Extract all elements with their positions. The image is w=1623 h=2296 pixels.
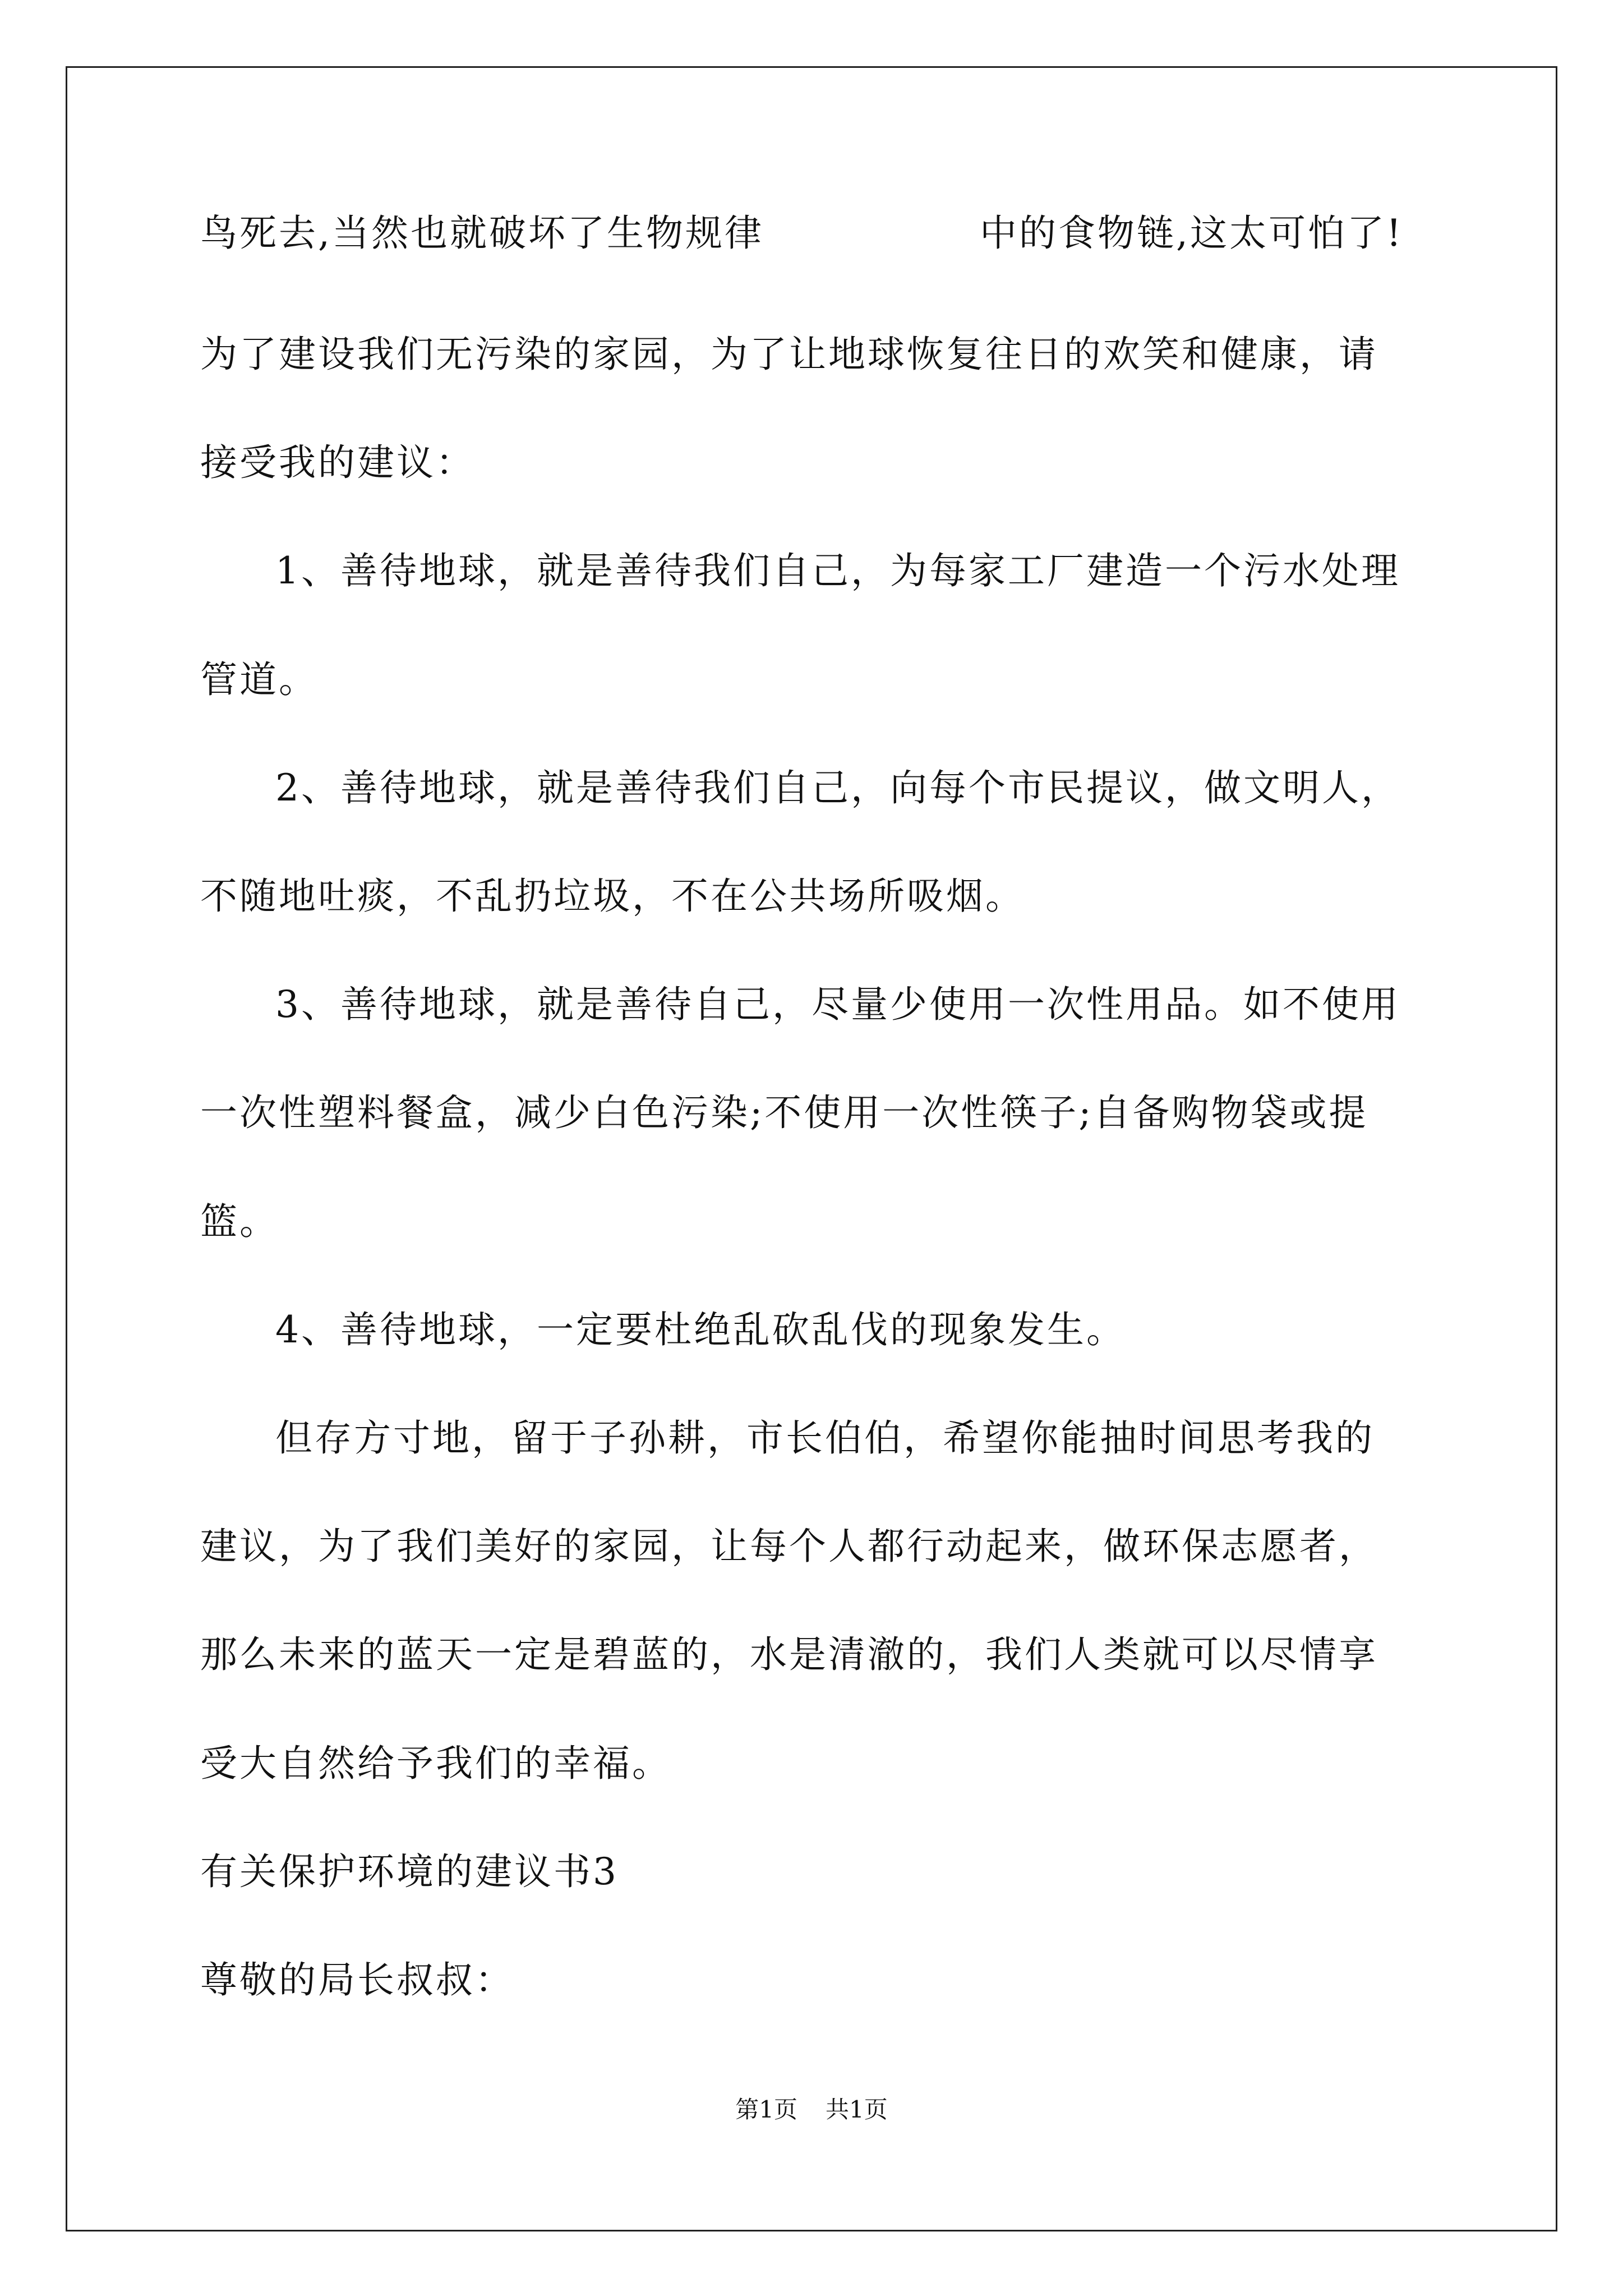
text-line-10: 篮。	[200, 1200, 279, 1243]
text-line-5: 管道。	[200, 658, 318, 701]
text-line-14: 那么未来的蓝天一定是碧蓝的，水是清澈的，我们人类就可以尽情享	[200, 1633, 1378, 1676]
text-line-15: 受大自然给予我们的幸福。	[200, 1742, 671, 1785]
page-footer	[0, 2096, 1623, 2124]
text-line-7: 不随地吐痰，不乱扔垃圾，不在公共场所吸烟。	[200, 875, 1025, 918]
text-line-12: 但存方寸地，留于子孙耕，市长伯伯，希望你能抽时间思考我的	[275, 1416, 1375, 1460]
section-heading: 有关保护环境的建议书3	[200, 1850, 619, 1893]
text-line-2: 为了建设我们无污染的家园，为了让地球恢复往日的欢笑和健康，请	[200, 333, 1378, 376]
page-number-current: 第1页	[735, 2096, 797, 2123]
text-line-3: 接受我的建议：	[200, 441, 475, 484]
text-line-9: 一次性塑料餐盒，减少白色污染;不使用一次性筷子;自备购物袋或提	[200, 1091, 1368, 1134]
text-line-1-part-a: 鸟死去,当然也就破坏了生物规律	[200, 211, 764, 255]
page-number-total: 共1页	[826, 2096, 888, 2123]
text-line-4: 1、善待地球，就是善待我们自己，为每家工厂建造一个污水处理	[275, 549, 1400, 592]
text-line-13: 建议，为了我们美好的家园，让每个人都行动起来，做环保志愿者，	[200, 1525, 1378, 1568]
text-line-1	[200, 211, 1404, 256]
page-border	[66, 66, 1557, 2231]
salutation: 尊敬的局长叔叔：	[200, 1958, 514, 2001]
text-line-1-part-b: 中的食物链,这太可怕了!	[980, 211, 1404, 255]
text-line-6: 2、善待地球，就是善待我们自己，向每个市民提议，做文明人，	[275, 766, 1400, 809]
text-line-11: 4、善待地球，一定要杜绝乱砍乱伐的现象发生。	[275, 1308, 1126, 1351]
text-line-8: 3、善待地球，就是善待自己，尽量少使用一次性用品。如不使用	[275, 983, 1400, 1026]
